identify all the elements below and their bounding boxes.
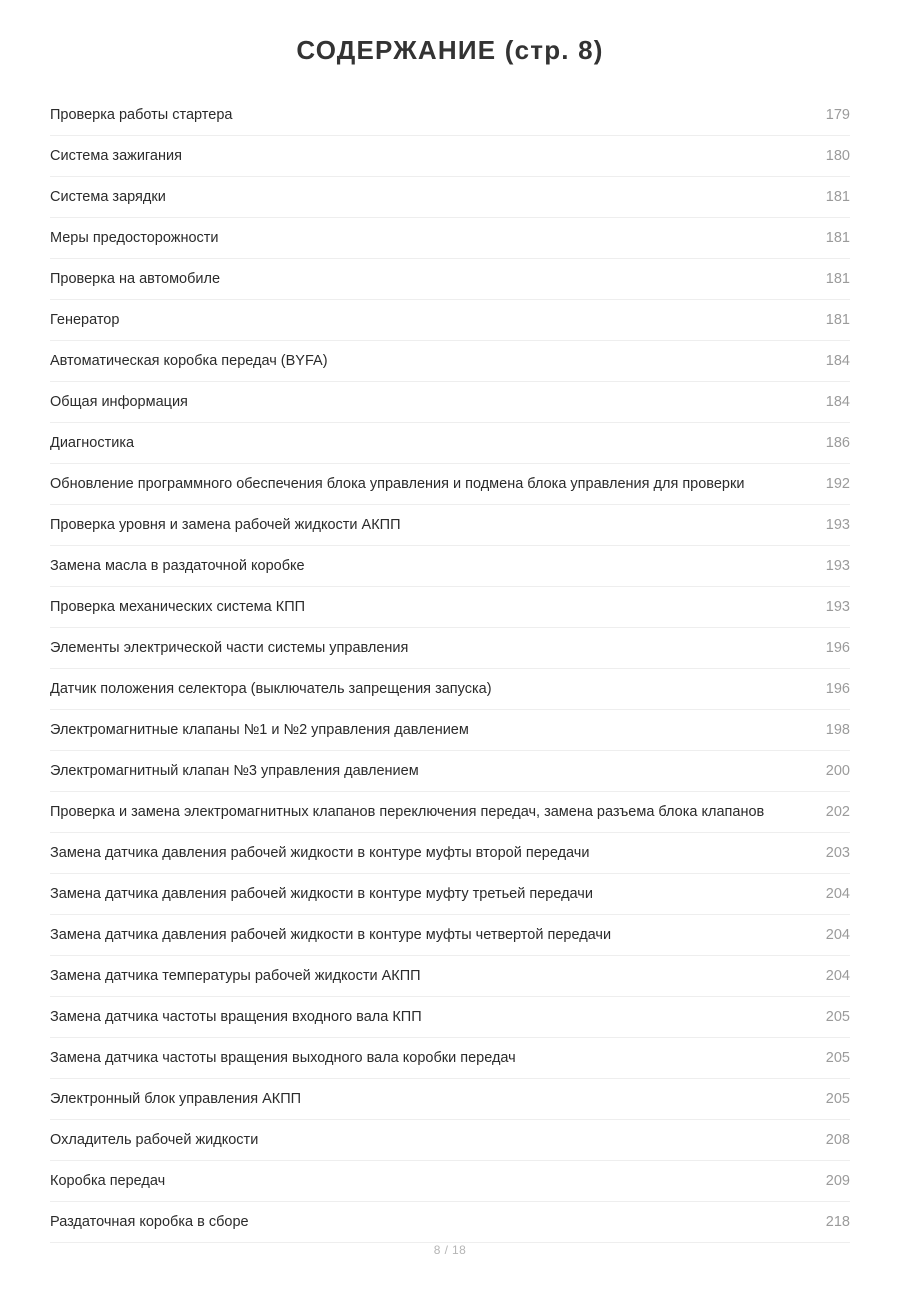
toc-entry-title: Элементы электрической части системы управления bbox=[50, 639, 409, 656]
toc-entry-page-number: 181 bbox=[825, 270, 850, 287]
page-title: СОДЕРЖАНИЕ (стр. 8) bbox=[296, 35, 604, 65]
toc-entry-page-number: 181 bbox=[825, 229, 850, 246]
toc-entry-page-number: 204 bbox=[825, 967, 850, 984]
toc-entry[interactable] bbox=[50, 136, 850, 177]
toc-entry[interactable] bbox=[50, 956, 850, 997]
toc-entry[interactable] bbox=[50, 710, 850, 751]
toc-entry[interactable] bbox=[50, 997, 850, 1038]
toc-entry-title: Датчик положения селектора (выключатель запрещения запуска) bbox=[50, 680, 492, 697]
toc-entry-title: Электромагнитный клапан №3 управления давлением bbox=[50, 762, 419, 779]
toc-entry-page-number: 184 bbox=[825, 393, 850, 410]
toc-entry[interactable] bbox=[50, 792, 850, 833]
toc-entry-page-number: 181 bbox=[825, 188, 850, 205]
toc-entry[interactable] bbox=[50, 669, 850, 710]
toc-entry[interactable] bbox=[50, 423, 850, 464]
toc-entry[interactable] bbox=[50, 1120, 850, 1161]
toc-entry-page-number: 205 bbox=[825, 1049, 850, 1066]
toc-entry-title: Проверка механических система КПП bbox=[50, 598, 306, 615]
toc-entry-page-number: 208 bbox=[825, 1131, 850, 1148]
toc-entry-title: Система зарядки bbox=[50, 188, 166, 205]
toc-entry-page-number: 203 bbox=[825, 844, 850, 861]
toc-entry-page-number: 198 bbox=[825, 721, 850, 738]
toc-entry-page-number: 193 bbox=[825, 516, 850, 533]
page-footer: 8 / 18 bbox=[433, 1242, 467, 1257]
toc-entry-title: Электронный блок управления АКПП bbox=[50, 1090, 302, 1107]
toc-entry[interactable] bbox=[50, 177, 850, 218]
toc-entry-title: Замена датчика давления рабочей жидкости в контуре муфту третьей передачи bbox=[50, 885, 593, 902]
toc-entry[interactable] bbox=[50, 464, 850, 505]
toc-entry-page-number: 200 bbox=[825, 762, 850, 779]
toc-entry-page-number: 202 bbox=[825, 803, 850, 820]
toc-entry-page-number: 181 bbox=[825, 311, 850, 328]
toc-entry[interactable] bbox=[50, 505, 850, 546]
toc-entry-page-number: 192 bbox=[825, 475, 850, 492]
toc-entry-title: Меры предосторожности bbox=[50, 229, 219, 246]
toc-entry-title: Замена датчика частоты вращения выходного вала коробки передач bbox=[50, 1049, 516, 1066]
toc-entry[interactable] bbox=[50, 95, 850, 136]
toc-entry-title: Замена датчика температуры рабочей жидкости АКПП bbox=[50, 967, 421, 984]
toc-entry-title: Замена датчика давления рабочей жидкости в контуре муфты второй передачи bbox=[50, 844, 590, 861]
toc-entry-page-number: 184 bbox=[825, 352, 850, 369]
toc-entry-title: Коробка передач bbox=[50, 1172, 166, 1189]
toc-entry[interactable] bbox=[50, 1079, 850, 1120]
toc-entry-title: Проверка работы стартера bbox=[50, 106, 233, 123]
toc-entry-title: Раздаточная коробка в сборе bbox=[50, 1213, 249, 1230]
toc-entry-title: Генератор bbox=[50, 311, 120, 328]
toc-entry-page-number: 204 bbox=[825, 926, 850, 943]
toc-entry-page-number: 193 bbox=[825, 557, 850, 574]
toc-entry-page-number: 209 bbox=[825, 1172, 850, 1189]
toc-entry-page-number: 186 bbox=[825, 434, 850, 451]
toc-entry-title: Система зажигания bbox=[50, 147, 182, 164]
toc-entry-title: Автоматическая коробка передач (BYFA) bbox=[50, 352, 328, 369]
toc-entry[interactable] bbox=[50, 218, 850, 259]
toc-entry[interactable] bbox=[50, 1038, 850, 1079]
toc-entry[interactable] bbox=[50, 587, 850, 628]
toc-entry-page-number: 193 bbox=[825, 598, 850, 615]
toc-entry-title: Проверка на автомобиле bbox=[50, 270, 221, 287]
toc-entry[interactable] bbox=[50, 341, 850, 382]
toc-entry-title: Электромагнитные клапаны №1 и №2 управления давлением bbox=[50, 721, 469, 738]
toc-entry-title: Общая информация bbox=[50, 393, 188, 410]
toc-entry[interactable] bbox=[50, 259, 850, 300]
toc-entry[interactable] bbox=[50, 915, 850, 956]
toc-entry-page-number: 205 bbox=[825, 1090, 850, 1107]
toc-entry-title: Обновление программного обеспечения блока управления и подмена блока управления для проверки bbox=[50, 475, 745, 492]
toc-entry-page-number: 196 bbox=[825, 680, 850, 697]
toc-entry[interactable] bbox=[50, 1202, 850, 1243]
toc-entry[interactable] bbox=[50, 1161, 850, 1202]
toc-entry[interactable] bbox=[50, 300, 850, 341]
table-of-contents-list bbox=[50, 95, 850, 1243]
toc-entry-page-number: 179 bbox=[825, 106, 850, 123]
toc-entry-title: Замена масла в раздаточной коробке bbox=[50, 557, 305, 574]
toc-entry-title: Замена датчика частоты вращения входного вала КПП bbox=[50, 1008, 422, 1025]
toc-entry[interactable] bbox=[50, 628, 850, 669]
toc-entry-title: Проверка уровня и замена рабочей жидкости АКПП bbox=[50, 516, 401, 533]
toc-entry-title: Проверка и замена электромагнитных клапанов переключения передач, замена разъема блока клапанов bbox=[50, 803, 765, 820]
toc-entry-title: Охладитель рабочей жидкости bbox=[50, 1131, 259, 1148]
toc-entry[interactable] bbox=[50, 382, 850, 423]
toc-entry-page-number: 218 bbox=[825, 1213, 850, 1230]
toc-entry-title: Диагностика bbox=[50, 434, 135, 451]
toc-entry[interactable] bbox=[50, 751, 850, 792]
toc-entry[interactable] bbox=[50, 874, 850, 915]
toc-entry-page-number: 180 bbox=[825, 147, 850, 164]
toc-entry-title: Замена датчика давления рабочей жидкости в контуре муфты четвертой передачи bbox=[50, 926, 612, 943]
toc-entry-page-number: 205 bbox=[825, 1008, 850, 1025]
toc-entry-page-number: 196 bbox=[825, 639, 850, 656]
toc-entry-page-number: 204 bbox=[825, 885, 850, 902]
toc-entry[interactable] bbox=[50, 833, 850, 874]
toc-entry[interactable] bbox=[50, 546, 850, 587]
